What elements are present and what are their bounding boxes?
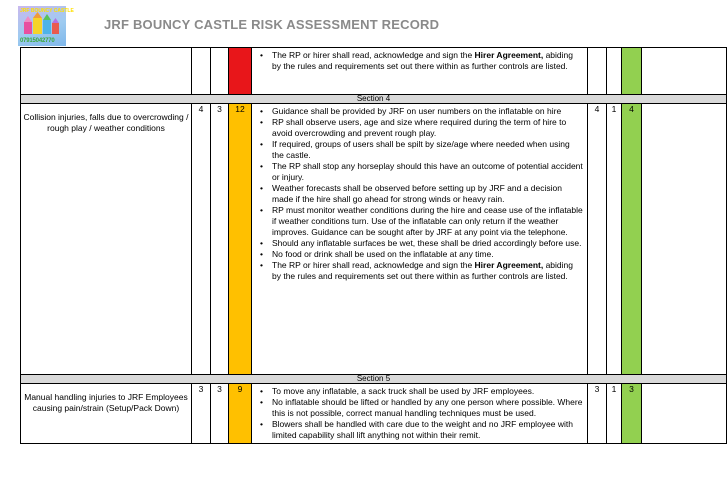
residual-severity-cell [607,48,622,95]
severity-cell: 3 [211,384,229,444]
risk-rating-cell: 9 [229,384,252,444]
control-item: • Guidance shall be provided by JRF on user numbers on the inflatable on hire [258,106,583,117]
controls-list [252,48,587,74]
likelihood-cell: 3 [192,384,211,444]
control-item: • RP shall observe users, age and size where required during the term of hire to avoid overcrowding and prevent rough play. [258,117,583,139]
residual-risk-cell: 3 [622,384,642,444]
section-header-row [21,95,727,104]
comments-cell [642,384,727,444]
residual-likelihood-cell [588,48,607,95]
hirer-agreement-emphasis: Hirer Agreement, [474,50,544,60]
control-item: • The RP or hirer shall read, acknowledge and sign the Hirer Agreement, abiding by the rules and requirements set out there within as further controls are listed. [258,260,583,282]
risk-rating-cell: 12 [229,104,252,375]
residual-severity-cell: 1 [607,104,622,375]
logo-text: JRF BOUNCY CASTLE [20,8,74,14]
comments-cell [642,104,727,375]
residual-likelihood-cell: 3 [588,384,607,444]
likelihood-cell: 4 [192,104,211,375]
control-item: • No food or drink shall be used on the inflatable at any time. [258,249,583,260]
control-item: • If required, groups of users shall be spilt by size/age where needed when using the castle. [258,139,583,161]
severity-cell: 3 [211,104,229,375]
comments-cell [642,48,727,95]
controls-cell [252,48,588,95]
hirer-agreement-emphasis: Hirer Agreement, [474,260,544,270]
control-item: • Should any inflatable surfaces be wet, these shall be dried accordingly before use. [258,238,583,249]
section-label: Section 4 [21,95,727,104]
control-item: • No inflatable should be lifted or handled by any one person where possible. Where this is not possible, correct manual handling techniques must be used. [258,397,583,419]
risk-assessment-table [20,47,727,444]
section-header-row [21,375,727,384]
company-logo [18,6,74,46]
severity-cell [211,48,229,95]
likelihood-cell [192,48,211,95]
controls-list [252,104,587,284]
controls-cell [252,384,588,444]
document-title: JRF BOUNCY CASTLE RISK ASSESSMENT RECORD [104,17,440,32]
residual-severity-cell: 1 [607,384,622,444]
hazard-row [21,48,727,95]
hazard-row [21,384,727,444]
section-label: Section 5 [21,375,727,384]
logo-phone: 07915042770 [20,38,55,44]
residual-likelihood-cell: 4 [588,104,607,375]
control-item: • Weather forecasts shall be observed before setting up by JRF and a decision made if the hire shall go ahead for strong winds or heavy rain. [258,183,583,205]
control-item: • The RP shall stop any horseplay should this have an outcome of potential accident or injury. [258,161,583,183]
hazard-cell: Collision injuries, falls due to overcrowding / rough play / weather conditions [21,104,192,375]
risk-rating-cell [229,48,252,95]
controls-cell [252,104,588,375]
control-item: • RP must monitor weather conditions during the hire and cease use of the inflatable if weather conditions turn. Use of the inflatable can only return if the weather improves. Guidance can be sought after by JRF at any point via the telephone. [258,205,583,238]
control-item: • To move any inflatable, a sack truck shall be used by JRF employees. [258,386,583,397]
control-item: • Blowers shall be handled with care due to the weight and no JRF employee with limited capability shall lift anything not within their remit. [258,419,583,441]
hazard-row [21,104,727,375]
residual-risk-cell: 4 [622,104,642,375]
hazard-cell: Manual handling injuries to JRF Employees causing pain/strain (Setup/Pack Down) [21,384,192,444]
controls-list [252,384,587,443]
hazard-cell [21,48,192,95]
table-body [21,48,727,444]
residual-risk-cell [622,48,642,95]
control-item: • The RP or hirer shall read, acknowledge and sign the Hirer Agreement, abiding by the rules and requirements set out there within as further controls are listed. [258,50,583,72]
